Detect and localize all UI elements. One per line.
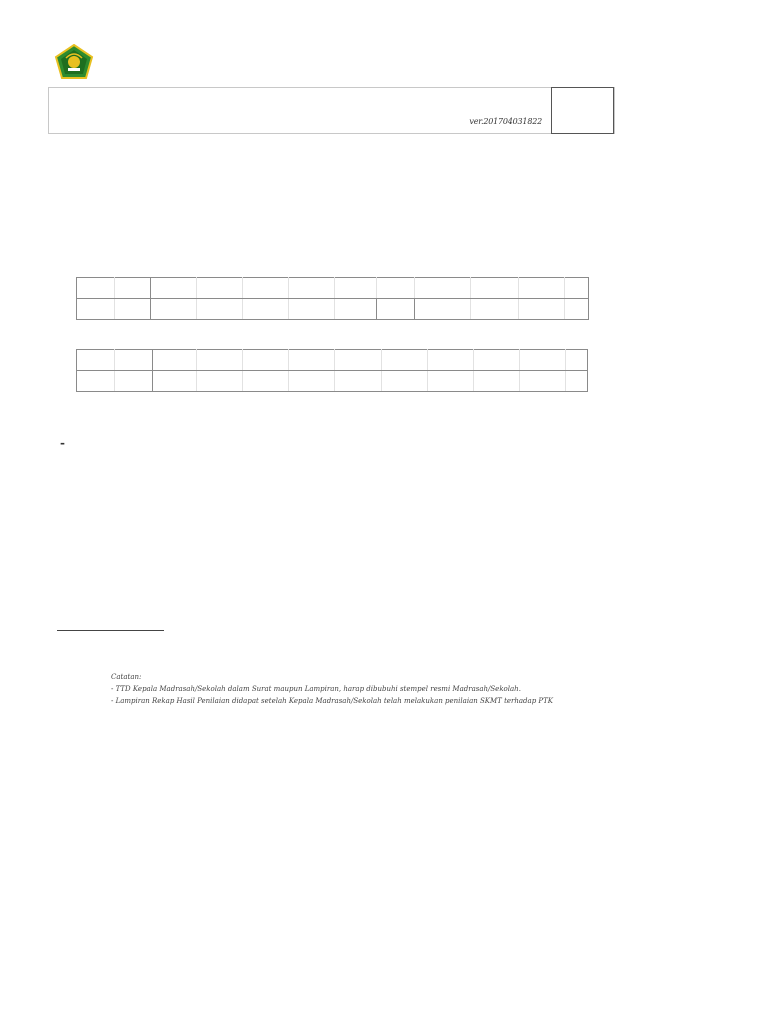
identity-table-1 <box>76 277 589 320</box>
notes-section <box>111 671 553 707</box>
form-code-cell <box>551 87 614 134</box>
identity-table-2 <box>76 349 588 392</box>
table-row <box>77 371 588 392</box>
table-row <box>77 278 589 299</box>
signature-line <box>57 630 164 631</box>
version-label: ver.201704031822 <box>469 117 542 126</box>
document-header-box <box>48 87 615 134</box>
notes-title: Catatan: <box>111 673 142 681</box>
table-row <box>77 350 588 371</box>
note-item: - TTD Kepala Madrasah/Sekolah dalam Surat maupun Lampiran, harap dibubuhi stempel resmi Madrasah/Sekolah. <box>111 685 521 693</box>
table-row <box>77 299 589 320</box>
list-dash: - <box>60 436 65 450</box>
kemenag-logo-icon <box>54 44 94 80</box>
note-item: - Lampiran Rekap Hasil Penilaian didapat setelah Kepala Madrasah/Sekolah telah melakukan penilaian SKMT terhadap PTK <box>111 697 554 705</box>
